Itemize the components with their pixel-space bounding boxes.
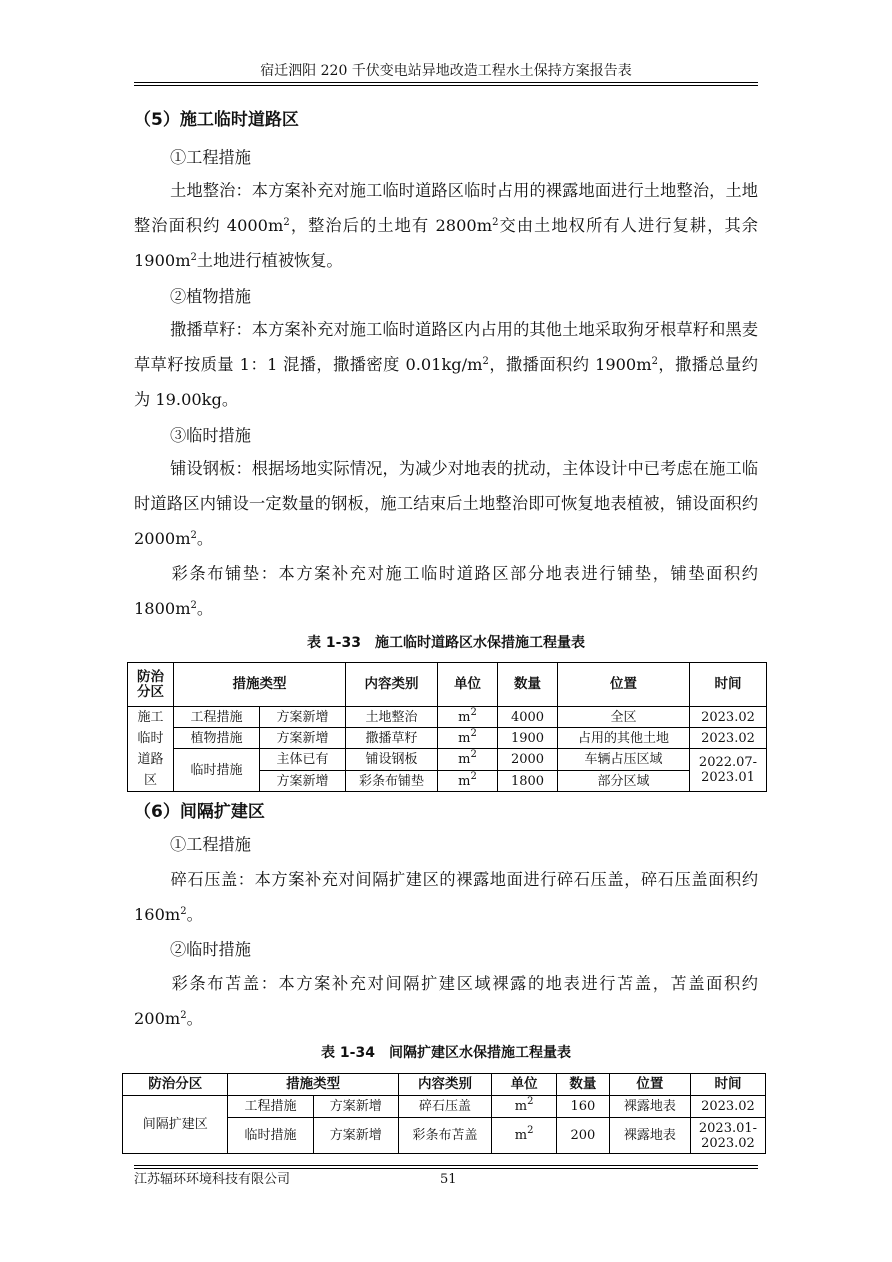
paragraph: 铺设钢板：根据场地实际情况，为减少对地表的扰动，主体设计中已考虑在施工临时道路区内铺设一定数量的钢板，施工结束后土地整治即可恢复地表植被，铺设面积约 $2000m^2$。: [134, 459, 759, 548]
cell: 2022.07-2023.01: [690, 749, 767, 792]
cell: $m^2$: [438, 771, 498, 792]
cell: 1800: [498, 771, 558, 792]
zone-cell: 施工临时道路区: [128, 707, 174, 792]
measures-table-road: [127, 662, 767, 792]
cell: 4000: [498, 707, 558, 728]
subheading: ②植物措施: [170, 287, 251, 306]
section-heading: （5）施工临时道路区: [134, 110, 299, 130]
header-cell: 时间: [690, 1074, 765, 1096]
cell: 方案新增: [313, 1118, 398, 1154]
table-caption: 表 1-33 施工临时道路区水保措施工程量表: [307, 635, 585, 651]
cell: 临时措施: [228, 1118, 313, 1154]
subheading: ③临时措施: [170, 426, 251, 445]
subheading: ②临时措施: [170, 940, 251, 959]
cell: $m^2$: [492, 1096, 557, 1118]
cell: 方案新增: [260, 771, 346, 792]
footer-rule-thin: [134, 1168, 758, 1169]
cell: 部分区域: [558, 771, 690, 792]
subheading: ①工程措施: [170, 148, 251, 167]
header-cell: 数量: [557, 1074, 610, 1096]
paragraph: 彩条布苫盖：本方案补充对间隔扩建区域裸露的地表进行苫盖，苫盖面积约$200m^2$。: [134, 974, 758, 1028]
cell: $m^2$: [492, 1118, 557, 1154]
cell: 临时措施: [174, 749, 260, 792]
header-cell: 措施类型: [174, 663, 346, 707]
footer-rule: [134, 1165, 758, 1166]
zone-cell: 间隔扩建区: [123, 1096, 228, 1154]
header-cell: 数量: [498, 663, 558, 707]
table-row: [123, 1096, 766, 1118]
header-cell: 位置: [609, 1074, 690, 1096]
header-cell: 内容类别: [398, 1074, 491, 1096]
section-heading: （6）间隔扩建区: [134, 802, 265, 822]
footer-company: 江苏辐环环境科技有限公司: [134, 1172, 291, 1187]
table-row: [128, 728, 767, 749]
cell: 土地整治: [346, 707, 438, 728]
page-number: 51: [440, 1172, 457, 1187]
table-caption: 表 1-34 间隔扩建区水保措施工程量表: [321, 1045, 571, 1061]
cell: 彩条布铺垫: [346, 771, 438, 792]
header-rule: [134, 82, 758, 83]
cell: 方案新增: [313, 1096, 398, 1118]
cell: 方案新增: [260, 728, 346, 749]
cell: 工程措施: [174, 707, 260, 728]
cell: 撒播草籽: [346, 728, 438, 749]
header-cell: 时间: [690, 663, 767, 707]
cell: 2023.01-2023.02: [690, 1118, 765, 1154]
cell: 彩条布苫盖: [398, 1118, 491, 1154]
header-cell: 措施类型: [228, 1074, 398, 1096]
cell: 占用的其他土地: [558, 728, 690, 749]
cell: 碎石压盖: [398, 1096, 491, 1118]
cell: 200: [557, 1118, 610, 1154]
cell: 方案新增: [260, 707, 346, 728]
cell: 主体已有: [260, 749, 346, 771]
header-cell: 内容类别: [346, 663, 438, 707]
cell: 1900: [498, 728, 558, 749]
cell: 工程措施: [228, 1096, 313, 1118]
header-cell: 位置: [558, 663, 690, 707]
table-row: [128, 707, 767, 728]
cell: 裸露地表: [609, 1118, 690, 1154]
header-cell: 单位: [438, 663, 498, 707]
paragraph: 撒播草籽：本方案补充对施工临时道路区内占用的其他土地采取狗牙根草籽和黑麦草草籽按质量 1：1 混播，撒播密度 $0.01kg/m^2$，撒播面积约 $1900m^2$，撒播总量约为 19.00kg。: [134, 320, 759, 409]
header-cell: 防治分区: [128, 663, 174, 707]
cell: 2023.02: [690, 728, 767, 749]
paragraph: 碎石压盖：本方案补充对间隔扩建区的裸露地面进行碎石压盖，碎石压盖面积约 $160m^2$。: [134, 870, 759, 924]
measures-table-bay: [122, 1073, 766, 1154]
cell: 2000: [498, 749, 558, 771]
cell: 160: [557, 1096, 610, 1118]
cell: 车辆占压区域: [558, 749, 690, 771]
header-cell: 防治分区: [123, 1074, 228, 1096]
cell: $m^2$: [438, 749, 498, 771]
cell: 铺设钢板: [346, 749, 438, 771]
cell: $m^2$: [438, 728, 498, 749]
table-row: [128, 749, 767, 771]
cell: $m^2$: [438, 707, 498, 728]
cell: 2023.02: [690, 707, 767, 728]
cell: 裸露地表: [609, 1096, 690, 1118]
header-cell: 单位: [492, 1074, 557, 1096]
cell: 2023.02: [690, 1096, 765, 1118]
paragraph: 彩条布铺垫：本方案补充对施工临时道路区部分地表进行铺垫，铺垫面积约$1800m^2$。: [134, 564, 758, 618]
subheading: ①工程措施: [170, 835, 251, 854]
cell: 全区: [558, 707, 690, 728]
page-header: 宿迁泗阳 220 千伏变电站异地改造工程水土保持方案报告表: [260, 63, 632, 79]
cell: 植物措施: [174, 728, 260, 749]
header-rule-thin: [134, 85, 758, 86]
paragraph: 土地整治：本方案补充对施工临时道路区临时占用的裸露地面进行土地整治，土地整治面积约 $4000m^2$，整治后的土地有 $2800m^2$交由土地权所有人进行复耕，其余 $1900m^2$土地进行植被恢复。: [134, 181, 758, 270]
